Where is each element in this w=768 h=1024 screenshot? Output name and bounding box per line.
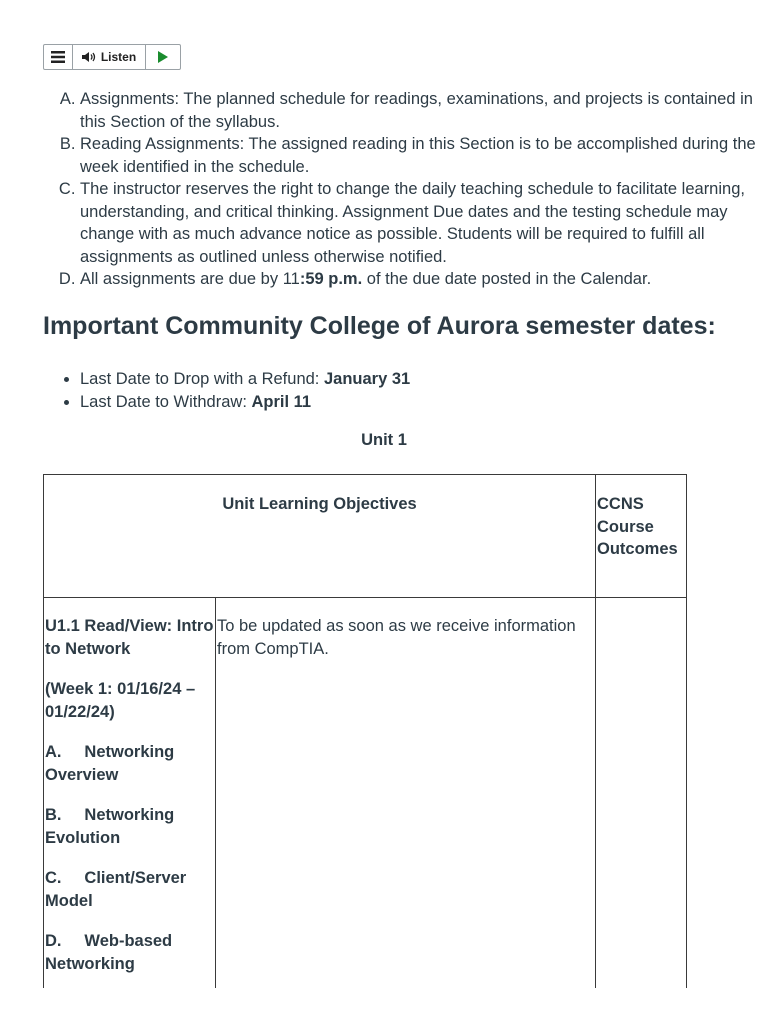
unit-title: Unit 1	[361, 431, 407, 449]
listen-label: Listen	[100, 50, 137, 64]
objective-topic-d: D. Web-based Networking	[45, 932, 177, 973]
objective-topic-cell	[44, 598, 216, 989]
list-item: A. Assignments: The planned schedule for readings, examinations, and projects is contained in this Section of the syllabus.	[80, 88, 768, 133]
list-item: D. All assignments are due by 11:59 p.m. of the due date posted in the Calendar.	[80, 268, 768, 291]
table-row	[44, 598, 687, 989]
header-ccns-course-outcomes: CCNS Course Outcomes	[596, 475, 687, 598]
ccns-outcomes-cell	[596, 598, 687, 989]
objective-title: U1.1 Read/View: Intro to Network	[45, 617, 214, 658]
objective-description-cell: To be updated as soon as we receive information from CompTIA.	[216, 598, 596, 989]
header-unit-learning-objectives: Unit Learning Objectives	[44, 475, 596, 598]
objective-topic-c: C. Client/Server Model	[45, 869, 191, 910]
list-item: B. Reading Assignments: The assigned reading in this Section is to be accomplished during the week identified in the schedule.	[80, 133, 768, 178]
list-item: C. The instructor reserves the right to change the daily teaching schedule to facilitate learning, understanding, and critical thinking. Assignment Due dates and the testing schedule may change with as much advance notice as possible. Students will be required to fulfill all assignments as outlined unless otherwise notified.	[80, 178, 768, 268]
semester-dates-heading: Important Community College of Aurora semester dates:	[43, 312, 716, 340]
objective-topic-a: A. Networking Overview	[45, 743, 179, 784]
list-item: • Last Date to Withdraw: April 11	[80, 391, 410, 414]
objective-week: (Week 1: 01/16/24 – 01/22/24)	[45, 680, 196, 721]
table-header-row	[44, 475, 687, 598]
unit-objectives-table	[43, 474, 687, 988]
objective-topic-b: B. Networking Evolution	[45, 806, 179, 847]
list-item: • Last Date to Drop with a Refund: January 31	[80, 368, 410, 391]
